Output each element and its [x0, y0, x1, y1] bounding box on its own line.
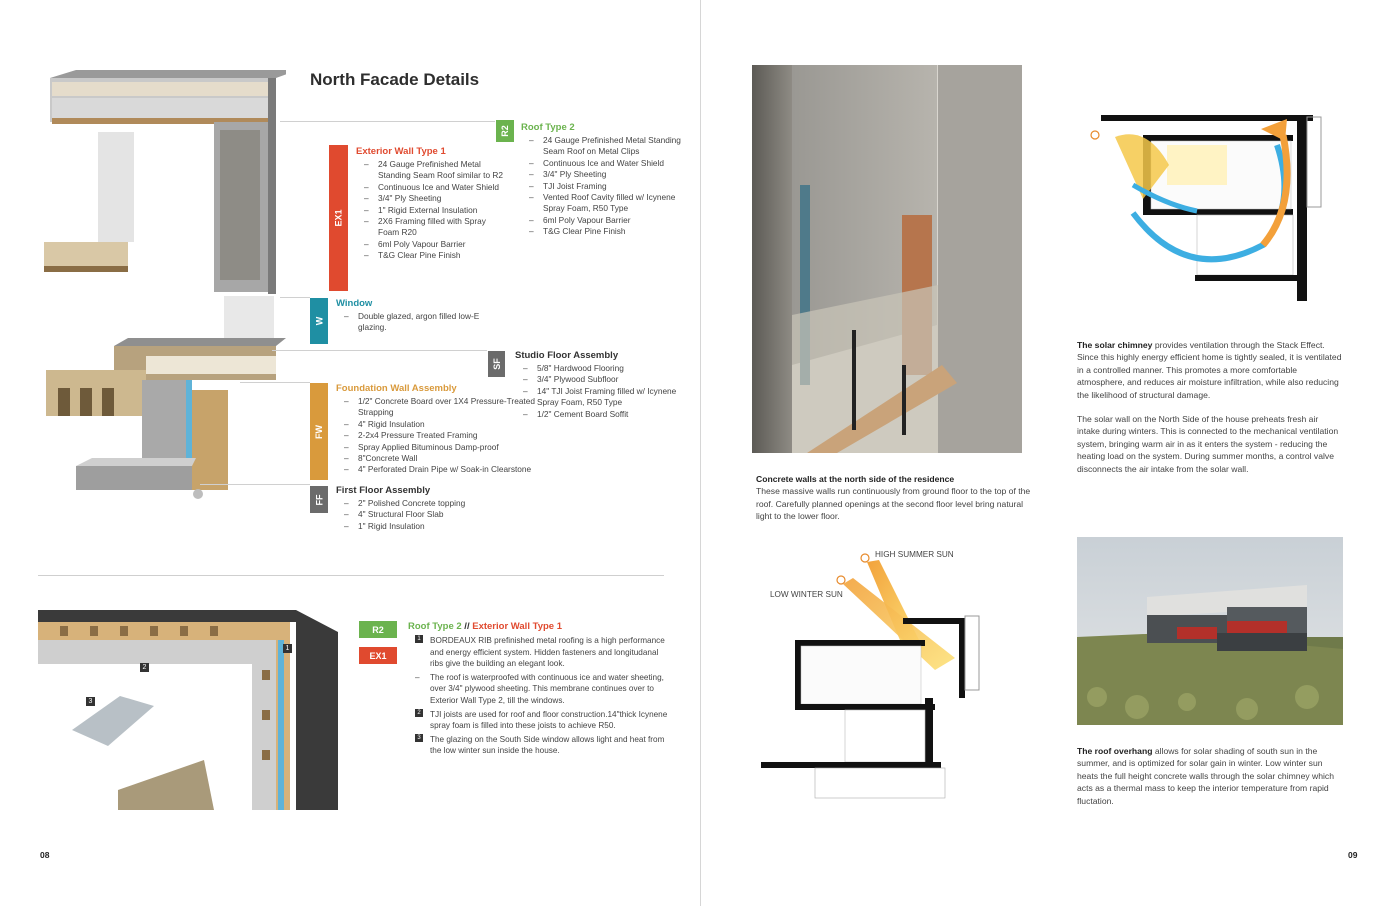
list-item: – 4" Structural Floor Slab [336, 509, 506, 520]
roof-type-2-heading: Roof Type 2 [521, 122, 575, 133]
r2-tag: R2 [496, 120, 514, 142]
list-item: – TJI Joist Framing [521, 181, 696, 192]
page-title: North Facade Details [310, 70, 480, 89]
corner-heading-roof: Roof Type 2 [408, 621, 462, 632]
foundation-wall-heading: Foundation Wall Assembly [336, 383, 457, 394]
section-divider [38, 575, 664, 576]
roof-overhang-lead: The roof overhang [1077, 746, 1153, 756]
leader-fw [240, 382, 310, 383]
list-item: – Continuous Ice and Water Shield [521, 158, 696, 169]
window-block [336, 298, 496, 334]
sf-tag: SF [488, 351, 505, 377]
window-tag: W [310, 298, 328, 344]
studio-floor-block [515, 350, 685, 420]
ff-tag: FF [310, 486, 328, 513]
list-item: – 24 Gauge Prefinished Metal Standing Seam Roof on Metal Clips [521, 135, 696, 158]
list-item: – T&G Clear Pine Finish [356, 250, 506, 261]
leader-window [280, 297, 310, 298]
list-item: – T&G Clear Pine Finish [521, 226, 696, 237]
note-row: – The roof is waterproofed with continuous ice and water sheeting, over 3/4" plywood sheeting. This membrane continues over to Exterior Wall Type 2, till the windows. [415, 672, 664, 705]
page-number-right: 09 [1348, 850, 1358, 860]
exterior-wall-1-heading: Exterior Wall Type 1 [356, 146, 446, 157]
list-item: – Spray Applied Bituminous Damp-proof [336, 442, 536, 453]
solar-chimney-lead: The solar chimney [1077, 340, 1153, 350]
solar-chimney-diagram [1087, 105, 1337, 305]
list-item: – 2X6 Framing filled with Spray Foam R20 [356, 216, 506, 239]
foundation-wall-block [336, 383, 536, 476]
leader-r2 [280, 121, 495, 122]
list-item: – 14" TJI Joist Framing filled w/ Icynene Spray Foam, R50 Type [515, 386, 685, 409]
leader-sf [272, 350, 487, 351]
first-floor-list [336, 498, 506, 532]
callout-2: 2 [140, 663, 149, 672]
list-item: – Vented Roof Cavity filled w/ Icynene Spray Foam, R50 Type [521, 192, 696, 215]
high-summer-sun-label: HIGH SUMMER SUN [875, 550, 954, 559]
list-item: – 3/4" Ply Sheeting [521, 169, 696, 180]
first-floor-block [336, 485, 506, 532]
callout-3: 3 [86, 697, 95, 706]
note-row: 2 TJI joists are used for roof and floor construction.14"thick Icynene spray foam is filled into these joists to achieve R50. [408, 709, 668, 732]
callout-1: 1 [283, 644, 292, 653]
badge-r2: R2 [359, 621, 397, 638]
roof-type-2-block [521, 122, 696, 238]
solar-chimney-paragraph: The solar chimney provides ventilation through the Stack Effect. Since this highly energy efficient home is tightly sealed, it is ventilated in a controlled manner. This promotes a more comfortable atmosphere, and reduces air moisture infiltration, while also reducing the likelihood of structural damage. [1077, 340, 1342, 400]
badge-ex1: EX1 [359, 647, 397, 664]
list-item: – 2-2x4 Pressure Treated Framing [336, 430, 536, 441]
corner-detail-notes [408, 621, 668, 757]
sun-angle-diagram [755, 548, 1005, 803]
wall-section-illustration [36, 70, 286, 520]
list-item: – Double glazed, argon filled low-E glazing. [336, 311, 496, 334]
leader-ff [200, 484, 310, 485]
roof-overhang-text [1077, 745, 1343, 807]
corner-heading-wall: Exterior Wall Type 1 [472, 621, 562, 632]
list-item: – 2" Polished Concrete topping [336, 498, 506, 509]
concrete-caption-text: These massive walls run continuously from ground floor to the top of the roof. Carefully planned openings at the second floor level bring natural light to the lower floor. [756, 486, 1031, 522]
solar-wall-paragraph: The solar wall on the North Side of the house preheats fresh air intake during winters. This is connected to the mechanical ventilation system, bringing warm air in as it enters the system - reducing the heating load on the system. During summer months, a control valve disconnects the air intake from the solar wall. [1077, 414, 1339, 474]
fw-tag: FW [310, 383, 328, 480]
list-item: – 1/2" Concrete Board over 1X4 Pressure-Treated Strapping [336, 396, 536, 419]
window-heading: Window [336, 298, 373, 309]
page-spine [700, 0, 701, 906]
list-item: – Continuous Ice and Water Shield [356, 182, 506, 193]
corner-detail-heading [408, 621, 668, 632]
concrete-caption [756, 473, 1031, 523]
list-item: – 6ml Poly Vapour Barrier [356, 239, 506, 250]
list-item: – 1/2" Cement Board Soffit [515, 409, 685, 420]
list-item: – 3/4" Ply Sheeting [356, 193, 506, 204]
roof-type-2-list [521, 135, 696, 238]
window-list [336, 311, 496, 334]
exterior-wall-1-list [356, 159, 506, 262]
note-row: 1 BORDEAUX RIB prefinished metal roofing is a high performance and energy efficient system. Hidden fasteners and longitudanal ribs give the building an elegant look. [408, 635, 668, 670]
house-exterior-photo [1077, 537, 1343, 725]
list-item: – 1" Rigid Insulation [336, 521, 506, 532]
concrete-caption-title: Concrete walls at the north side of the residence [756, 474, 955, 484]
list-item: – 8"Concrete Wall [336, 453, 536, 464]
first-floor-heading: First Floor Assembly [336, 485, 431, 496]
list-item: – 4" Perforated Drain Pipe w/ Soak-in Clearstone [336, 464, 536, 475]
exterior-wall-1-block [356, 146, 506, 262]
studio-floor-list [515, 363, 685, 420]
list-item: – 4" Rigid Insulation [336, 419, 536, 430]
list-item: – 24 Gauge Prefinished Metal Standing Seam Roof similar to R2 [356, 159, 506, 182]
note-row: 3 The glazing on the South Side window allows light and heat from the low winter sun inside the house. [408, 734, 668, 757]
list-item: – 6ml Poly Vapour Barrier [521, 215, 696, 226]
page-number-left: 08 [40, 850, 50, 860]
list-item: – 1" Rigid External Insulation [356, 205, 506, 216]
ex1-tag: EX1 [329, 145, 348, 291]
solar-chimney-text [1077, 339, 1343, 475]
roof-overhang-paragraph: The roof overhang allows for solar shading of south sun in the summer, and is optimized for solar gain in winter. Low winter sun heats the full height concrete walls through the solar chimney which acts as a thermal mass to keep the interior temperature from rapid fluctation. [1077, 746, 1334, 806]
list-item: – 3/4" Plywood Subfloor [515, 374, 685, 385]
concrete-walls-photo [752, 65, 1022, 453]
list-item: – 5/8" Hardwood Flooring [515, 363, 685, 374]
corner-heading-sep: // [461, 621, 473, 632]
foundation-wall-list [336, 396, 536, 476]
studio-floor-heading: Studio Floor Assembly [515, 350, 619, 361]
low-winter-sun-label: LOW WINTER SUN [770, 590, 843, 599]
corner-detail-illustration [38, 610, 338, 810]
